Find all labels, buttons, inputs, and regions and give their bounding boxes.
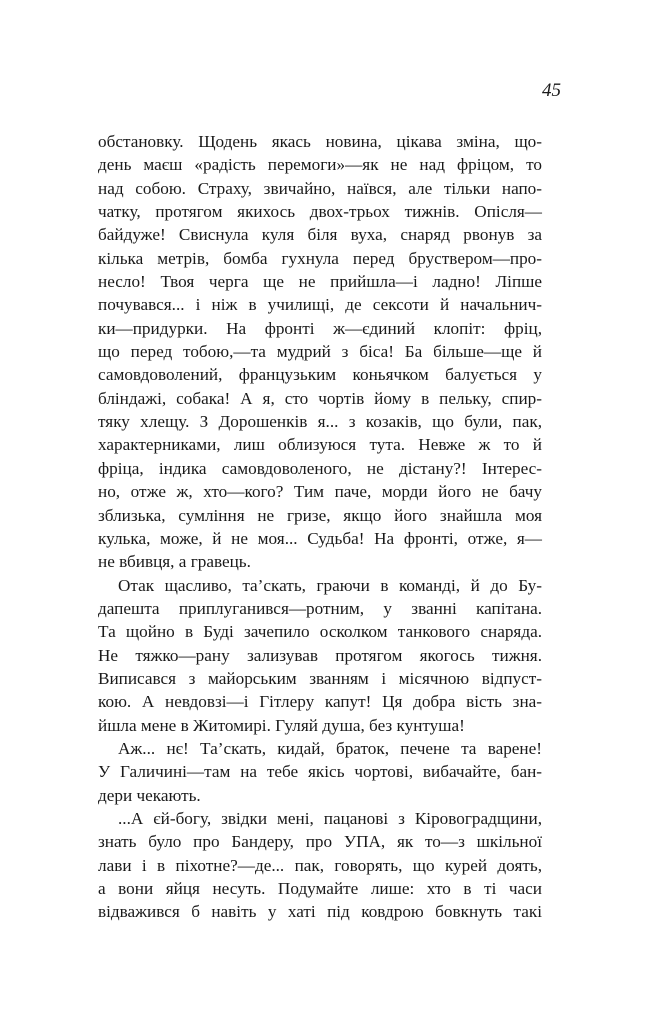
text-line: байдуже! Свиснула куля біля вуха, снаряд рвонув за [98, 225, 542, 245]
text-line: Аж... нє! Та’скать, кидай, браток, печене та варене! [118, 738, 542, 758]
text-line: зблизька, сумління не гризе, якщо його знайшла моя [98, 505, 542, 525]
text-line: лави і в піхотне?—де... пак, говорять, що курей доять, [98, 855, 542, 875]
text-line: Виписався з майорським званням і місячною відпуст- [98, 668, 542, 688]
text-line: чатку, протягом якихось двох-трьох тижнів. Опісля— [98, 202, 542, 222]
text-line: тяку хлещу. З Дорошенків я... з козаків, що були, пак, [98, 412, 542, 432]
text-line: ки—придурки. На фронті ж—єдиний клопіт: фріц, [98, 318, 542, 338]
text-line: кілька метрів, бомба гухнула перед бруствером—про- [98, 248, 542, 268]
text-line: Та щойно в Буді зачепило осколком танкового снаряда. [98, 622, 542, 642]
text-line: а вони яйця несуть. Подумайте лише: хто в ті часи [98, 879, 542, 898]
text-line: відважився б навіть у хаті під ковдрою бовкнуть такі [98, 902, 542, 922]
text-line: над собою. Страху, звичайно, наївся, але тільки напо- [98, 178, 542, 198]
text-line: день маєш «радість перемоги»—як не над фріцом, то [98, 155, 542, 175]
text-line: ...А єй-богу, звідки мені, пацанові з Кіровоградщини, [118, 808, 542, 828]
body-text [98, 130, 542, 924]
text-line: У Галичині—там на тебе якісь чортові, вибачайте, бан- [98, 762, 542, 782]
text-line: почувався... і ніж в училищі, де сексоти й начальнич- [98, 295, 542, 315]
text-line: знать було про Бандеру, про УПА, як то—з шкільної [98, 832, 542, 852]
text-line: дапешта приплуганився—ротним, у званні капітана. [98, 598, 542, 618]
text-line: кою. А невдовзі—і Гітлеру капут! Ця добра вість зна- [98, 692, 542, 712]
text-line: фріца, індика самовдоволеного, не дістану?! Інтерес- [98, 458, 542, 478]
text-line: самовдоволений, французьким коньячком балується у [98, 365, 542, 385]
text-line: не вбивця, а гравець. [98, 552, 251, 572]
page-number: 45 [542, 80, 561, 101]
text-line: несло! Твоя черга ще не прийшла—і ладно! Ліпше [98, 272, 542, 292]
text-line: Отак щасливо, та’скать, граючи в команді, й до Бу- [118, 575, 542, 595]
text-line: кулька, може, й не моя... Судьба! На фронті, отже, я— [98, 528, 542, 548]
text-line: що перед тобою,—та мудрий з біса! Ба більше—ще й [98, 342, 542, 362]
text-line: дери чекають. [98, 785, 201, 805]
text-line: йшла мене в Житомирі. Гуляй душа, без кунтуша! [98, 715, 465, 735]
text-line: характерниками, лиш облизуюся тута. Невже ж то й [98, 435, 542, 455]
text-line: но, отже ж, хто—кого? Тим паче, морди його не бачу [98, 482, 542, 502]
text-line: Не тяжко—рану зализував протягом якогось тижня. [98, 645, 542, 665]
text-line: бліндажі, собака! А я, сто чортів йому в пельку, спир- [98, 388, 542, 408]
text-line: обстановку. Щодень якась новина, цікава зміна, що- [98, 132, 542, 151]
